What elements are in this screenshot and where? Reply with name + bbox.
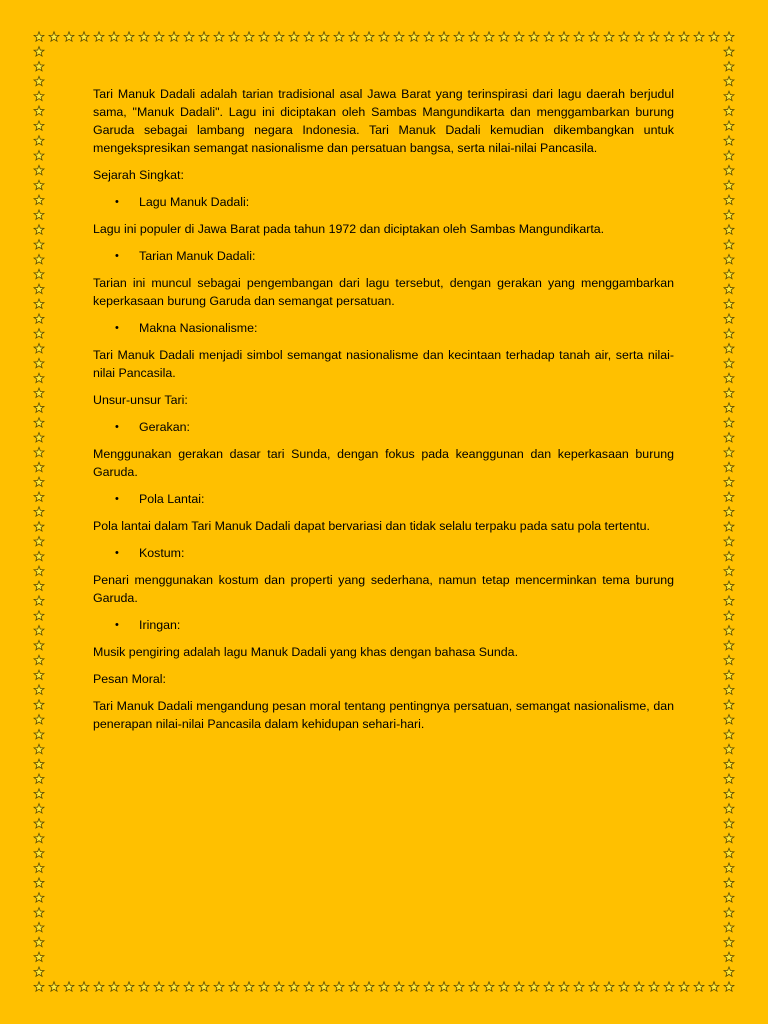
border-star-icon xyxy=(34,225,44,234)
body-paragraph: Penari menggunakan kostum dan properti yang sederhana, namun tetap mencerminkan tema burung Garuda. xyxy=(93,573,674,605)
document-body xyxy=(93,85,674,742)
border-star-icon xyxy=(34,833,44,842)
border-star-icon xyxy=(724,952,734,961)
bullet-icon: • xyxy=(115,250,119,262)
body-paragraph: Tari Manuk Dadali menjadi simbol semangat nasionalisme dan kecintaan terhadap tanah air, serta nilai-nilai Pancasila. xyxy=(93,348,674,380)
border-star-icon xyxy=(574,32,584,41)
border-star-icon xyxy=(34,91,44,100)
border-star-icon xyxy=(439,982,449,991)
border-star-icon xyxy=(49,32,59,41)
border-star-icon xyxy=(724,254,734,263)
border-star-icon xyxy=(34,507,44,516)
border-star-icon xyxy=(724,210,734,219)
border-star-icon xyxy=(34,922,44,931)
border-star-icon xyxy=(589,32,599,41)
border-star-icon xyxy=(724,744,734,753)
border-star-icon xyxy=(454,982,464,991)
border-star-icon xyxy=(34,551,44,560)
border-star-icon xyxy=(724,522,734,531)
border-star-icon xyxy=(724,284,734,293)
body-paragraph: Tari Manuk Dadali mengandung pesan moral tentang pentingnya persatuan, semangat nasionalisme, dan penerapan nilai-nilai Pancasila dalam kehidupan sehari-hari. xyxy=(93,699,674,731)
border-star-icon xyxy=(289,982,299,991)
border-star-icon xyxy=(229,982,239,991)
border-star-icon xyxy=(34,418,44,427)
border-star-icon xyxy=(334,982,344,991)
border-star-icon xyxy=(34,61,44,70)
border-star-icon xyxy=(79,32,89,41)
border-star-icon xyxy=(34,210,44,219)
border-star-icon xyxy=(424,32,434,41)
border-star-icon xyxy=(724,596,734,605)
border-star-icon xyxy=(34,522,44,531)
body-paragraph: Musik pengiring adalah lagu Manuk Dadali yang khas dengan bahasa Sunda. xyxy=(93,645,519,659)
border-star-icon xyxy=(34,536,44,545)
border-star-icon xyxy=(259,982,269,991)
border-star-icon xyxy=(574,982,584,991)
border-star-icon xyxy=(34,774,44,783)
bullet-item xyxy=(93,193,674,211)
border-star-icon xyxy=(724,388,734,397)
border-star-icon xyxy=(34,76,44,85)
bullet-item xyxy=(93,490,674,508)
border-star-icon xyxy=(724,403,734,412)
body-paragraph: Menggunakan gerakan dasar tari Sunda, dengan fokus pada keanggunan dan keperkasaan burung Garuda. xyxy=(93,447,674,479)
border-star-icon xyxy=(34,492,44,501)
border-star-icon xyxy=(34,269,44,278)
border-star-icon xyxy=(469,32,479,41)
border-star-icon xyxy=(724,136,734,145)
border-star-icon xyxy=(34,700,44,709)
border-star-icon xyxy=(724,967,734,976)
border-star-icon xyxy=(34,878,44,887)
border-star-icon xyxy=(154,982,164,991)
border-star-icon xyxy=(34,344,44,353)
border-star-icon xyxy=(229,32,239,41)
border-star-icon xyxy=(34,937,44,946)
border-star-icon xyxy=(724,47,734,56)
border-star-icon xyxy=(724,344,734,353)
border-star-icon xyxy=(724,819,734,828)
border-star-icon xyxy=(664,982,674,991)
border-star-icon xyxy=(694,32,704,41)
border-star-icon xyxy=(244,32,254,41)
border-star-icon xyxy=(34,447,44,456)
border-star-icon xyxy=(724,536,734,545)
border-star-icon xyxy=(34,596,44,605)
border-star-icon xyxy=(109,32,119,41)
border-star-icon xyxy=(724,893,734,902)
border-star-icon xyxy=(679,982,689,991)
border-star-icon xyxy=(724,240,734,249)
border-star-icon xyxy=(34,670,44,679)
border-star-icon xyxy=(34,433,44,442)
border-star-icon xyxy=(559,982,569,991)
border-star-icon xyxy=(724,878,734,887)
border-star-icon xyxy=(724,611,734,620)
border-star-icon xyxy=(424,982,434,991)
border-star-icon xyxy=(724,76,734,85)
border-star-icon xyxy=(34,358,44,367)
border-star-icon xyxy=(34,908,44,917)
border-star-icon xyxy=(724,373,734,382)
border-star-icon xyxy=(319,32,329,41)
border-star-icon xyxy=(694,982,704,991)
border-star-icon xyxy=(724,299,734,308)
border-star-icon xyxy=(619,982,629,991)
bullet-title: Makna Nasionalisme: xyxy=(139,321,258,335)
border-star-icon xyxy=(724,462,734,471)
border-star-icon xyxy=(529,32,539,41)
border-star-icon xyxy=(514,32,524,41)
border-star-icon xyxy=(34,566,44,575)
bullet-title: Gerakan: xyxy=(139,420,190,434)
border-star-icon xyxy=(724,566,734,575)
bullet-item xyxy=(93,247,674,265)
border-star-icon xyxy=(274,982,284,991)
border-star-icon xyxy=(34,759,44,768)
border-star-icon xyxy=(34,729,44,738)
border-star-icon xyxy=(634,32,644,41)
bullet-title: Tarian Manuk Dadali: xyxy=(139,249,256,263)
border-star-icon xyxy=(34,715,44,724)
border-star-icon xyxy=(274,32,284,41)
border-star-icon xyxy=(289,32,299,41)
border-star-icon xyxy=(349,982,359,991)
border-star-icon xyxy=(724,640,734,649)
border-star-icon xyxy=(34,477,44,486)
border-star-icon xyxy=(724,908,734,917)
border-star-icon xyxy=(544,32,554,41)
border-star-icon xyxy=(469,982,479,991)
border-star-icon xyxy=(724,774,734,783)
border-star-icon xyxy=(34,626,44,635)
section-heading-sejarah: Sejarah Singkat: xyxy=(93,168,184,182)
border-star-icon xyxy=(34,314,44,323)
border-star-icon xyxy=(214,32,224,41)
border-star-icon xyxy=(724,922,734,931)
border-star-icon xyxy=(724,715,734,724)
border-star-icon xyxy=(34,284,44,293)
border-star-icon xyxy=(34,254,44,263)
border-star-icon xyxy=(559,32,569,41)
border-star-icon xyxy=(34,151,44,160)
border-star-icon xyxy=(49,982,59,991)
border-star-icon xyxy=(664,32,674,41)
border-star-icon xyxy=(34,893,44,902)
border-star-icon xyxy=(64,982,74,991)
border-star-icon xyxy=(724,165,734,174)
border-star-icon xyxy=(34,121,44,130)
border-star-icon xyxy=(724,833,734,842)
border-star-icon xyxy=(34,982,44,991)
bullet-item xyxy=(93,319,674,337)
border-star-icon xyxy=(634,982,644,991)
border-star-icon xyxy=(724,418,734,427)
border-star-icon xyxy=(724,863,734,872)
border-star-icon xyxy=(244,982,254,991)
border-star-icon xyxy=(34,32,44,41)
border-star-icon xyxy=(379,32,389,41)
border-star-icon xyxy=(724,700,734,709)
border-star-icon xyxy=(724,655,734,664)
bullet-title: Lagu Manuk Dadali: xyxy=(139,195,250,209)
border-star-icon xyxy=(724,447,734,456)
border-star-icon xyxy=(619,32,629,41)
border-star-icon xyxy=(484,32,494,41)
border-star-icon xyxy=(34,373,44,382)
border-star-icon xyxy=(724,433,734,442)
border-star-icon xyxy=(724,789,734,798)
border-star-icon xyxy=(709,32,719,41)
border-star-icon xyxy=(604,32,614,41)
bullet-item xyxy=(93,544,674,562)
border-star-icon xyxy=(304,982,314,991)
border-star-icon xyxy=(724,626,734,635)
border-star-icon xyxy=(199,982,209,991)
border-star-icon xyxy=(409,32,419,41)
body-paragraph: Pola lantai dalam Tari Manuk Dadali dapat bervariasi dan tidak selalu terpaku pada satu pola tertentu. xyxy=(93,519,651,533)
border-star-icon xyxy=(94,982,104,991)
border-star-icon xyxy=(169,32,179,41)
border-star-icon xyxy=(364,32,374,41)
border-star-icon xyxy=(724,729,734,738)
bullet-icon: • xyxy=(115,322,119,334)
border-star-icon xyxy=(724,759,734,768)
border-star-icon xyxy=(724,269,734,278)
border-star-icon xyxy=(34,848,44,857)
border-star-icon xyxy=(184,982,194,991)
bullet-icon: • xyxy=(115,493,119,505)
border-star-icon xyxy=(454,32,464,41)
border-star-icon xyxy=(724,195,734,204)
border-star-icon xyxy=(139,32,149,41)
border-star-icon xyxy=(724,982,734,991)
border-star-icon xyxy=(724,670,734,679)
border-star-icon xyxy=(544,982,554,991)
border-star-icon xyxy=(79,982,89,991)
section-heading-unsur: Unsur-unsur Tari: xyxy=(93,393,188,407)
border-star-icon xyxy=(109,982,119,991)
border-star-icon xyxy=(304,32,314,41)
border-star-icon xyxy=(34,195,44,204)
border-star-icon xyxy=(724,492,734,501)
bullet-icon: • xyxy=(115,421,119,433)
border-star-icon xyxy=(334,32,344,41)
border-star-icon xyxy=(514,982,524,991)
body-paragraph: Tarian ini muncul sebagai pengembangan dari lagu tersebut, dengan gerakan yang menggambarkan keperkasaan burung Garuda dan semangat persatuan. xyxy=(93,276,674,308)
border-star-icon xyxy=(169,982,179,991)
border-star-icon xyxy=(34,106,44,115)
border-star-icon xyxy=(724,507,734,516)
border-star-icon xyxy=(724,91,734,100)
border-star-icon xyxy=(649,32,659,41)
border-star-icon xyxy=(724,937,734,946)
border-star-icon xyxy=(724,121,734,130)
body-paragraph: Lagu ini populer di Jawa Barat pada tahun 1972 dan diciptakan oleh Sambas Mangundikarta. xyxy=(93,222,605,236)
border-star-icon xyxy=(529,982,539,991)
border-star-icon xyxy=(139,982,149,991)
border-star-icon xyxy=(34,329,44,338)
border-star-icon xyxy=(34,581,44,590)
border-star-icon xyxy=(34,180,44,189)
border-star-icon xyxy=(724,551,734,560)
border-star-icon xyxy=(199,32,209,41)
border-star-icon xyxy=(589,982,599,991)
border-star-icon xyxy=(394,982,404,991)
border-star-icon xyxy=(34,136,44,145)
border-star-icon xyxy=(34,611,44,620)
bullet-title: Iringan: xyxy=(139,618,181,632)
border-star-icon xyxy=(319,982,329,991)
border-star-icon xyxy=(214,982,224,991)
border-star-icon xyxy=(724,358,734,367)
border-star-icon xyxy=(34,819,44,828)
border-star-icon xyxy=(724,151,734,160)
border-star-icon xyxy=(724,32,734,41)
border-star-icon xyxy=(34,744,44,753)
border-star-icon xyxy=(604,982,614,991)
bullet-title: Pola Lantai: xyxy=(139,492,205,506)
intro-paragraph: Tari Manuk Dadali adalah tarian tradisional asal Jawa Barat yang terinspirasi dari lagu daerah berjudul sama, "Manuk Dadali". Lagu ini diciptakan oleh Sambas Mangundikarta dan menggambarkan burung Garuda sebagai lambang negara Indonesia. Tari Manuk Dadali kemudian dikembangkan untuk mengekspresikan semangat nasionalisme dan persatuan bangsa, serta nilai-nilai Pancasila. xyxy=(93,87,674,155)
border-star-icon xyxy=(124,32,134,41)
border-star-icon xyxy=(394,32,404,41)
border-star-icon xyxy=(379,982,389,991)
border-star-icon xyxy=(724,180,734,189)
border-star-icon xyxy=(34,967,44,976)
border-star-icon xyxy=(34,462,44,471)
border-star-icon xyxy=(34,789,44,798)
border-star-icon xyxy=(34,640,44,649)
border-star-icon xyxy=(724,477,734,486)
border-star-icon xyxy=(34,165,44,174)
border-star-icon xyxy=(154,32,164,41)
border-star-icon xyxy=(724,61,734,70)
border-star-icon xyxy=(499,982,509,991)
border-star-icon xyxy=(409,982,419,991)
border-star-icon xyxy=(34,240,44,249)
border-star-icon xyxy=(34,655,44,664)
border-star-icon xyxy=(34,685,44,694)
bullet-icon: • xyxy=(115,196,119,208)
border-star-icon xyxy=(34,47,44,56)
border-star-icon xyxy=(724,685,734,694)
border-star-icon xyxy=(724,106,734,115)
border-star-icon xyxy=(124,982,134,991)
border-star-icon xyxy=(34,403,44,412)
border-star-icon xyxy=(649,982,659,991)
border-star-icon xyxy=(679,32,689,41)
bullet-title: Kostum: xyxy=(139,546,185,560)
bullet-icon: • xyxy=(115,619,119,631)
border-star-icon xyxy=(34,299,44,308)
border-star-icon xyxy=(34,863,44,872)
border-star-icon xyxy=(439,32,449,41)
border-star-icon xyxy=(364,982,374,991)
border-star-icon xyxy=(349,32,359,41)
border-star-icon xyxy=(34,388,44,397)
border-star-icon xyxy=(484,982,494,991)
border-star-icon xyxy=(34,804,44,813)
border-star-icon xyxy=(724,314,734,323)
border-star-icon xyxy=(34,952,44,961)
bullet-item xyxy=(93,418,674,436)
border-star-icon xyxy=(184,32,194,41)
border-star-icon xyxy=(724,581,734,590)
border-star-icon xyxy=(724,225,734,234)
border-star-icon xyxy=(499,32,509,41)
section-heading-pesan: Pesan Moral: xyxy=(93,672,167,686)
border-star-icon xyxy=(64,32,74,41)
bullet-icon: • xyxy=(115,547,119,559)
border-star-icon xyxy=(724,804,734,813)
border-star-icon xyxy=(709,982,719,991)
border-star-icon xyxy=(724,848,734,857)
border-star-icon xyxy=(259,32,269,41)
bullet-item xyxy=(93,616,674,634)
border-star-icon xyxy=(94,32,104,41)
border-star-icon xyxy=(724,329,734,338)
